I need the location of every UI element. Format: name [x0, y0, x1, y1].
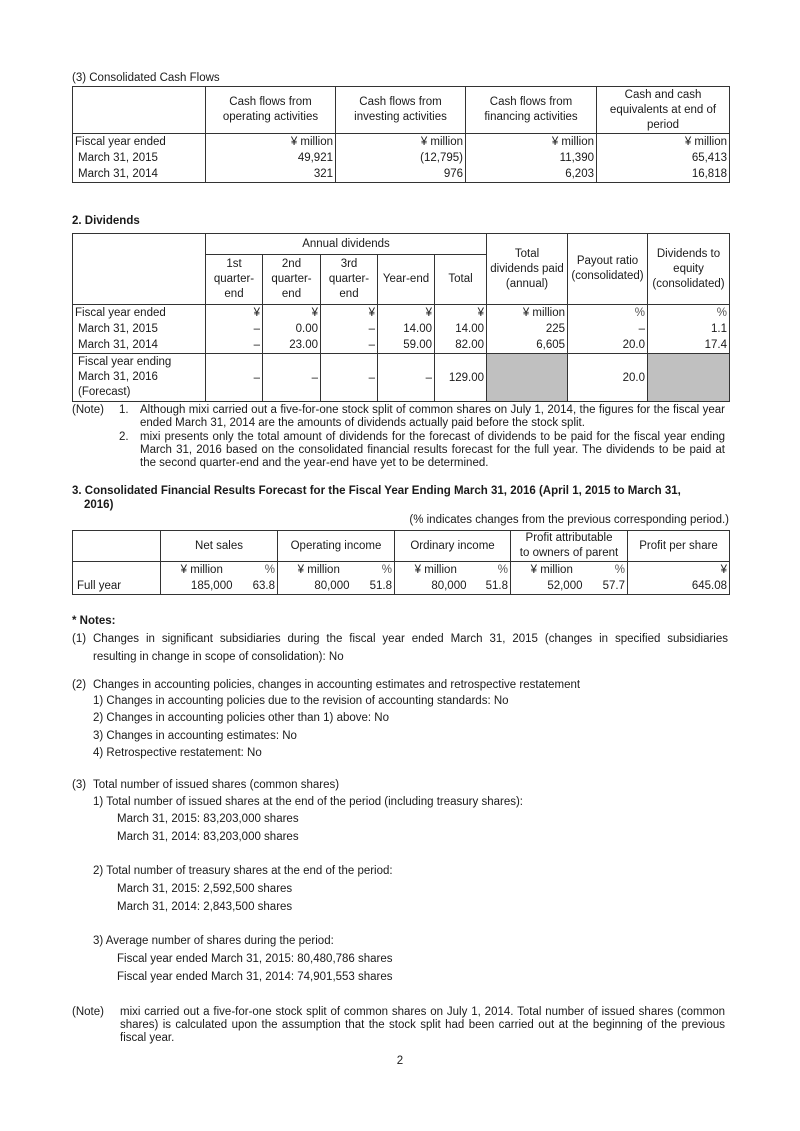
value-cell: 51.8	[477, 578, 511, 595]
value-cell: 20.0	[568, 337, 648, 354]
row-label: March 31, 2014	[73, 166, 206, 183]
value-cell: 14.00	[435, 321, 487, 337]
col-header-1st-quarter: 1st quarter- end	[206, 255, 263, 305]
col-header-3rd-quarter: 3rd quarter- end	[321, 255, 378, 305]
col-header-investing: Cash flows from investing activities	[336, 87, 466, 134]
note-text: Total number of issued shares (common shares)	[93, 779, 340, 791]
forecast-title-continued: 2016)	[84, 499, 114, 511]
value-cell: 1.1	[648, 321, 730, 337]
value-cell: 185,000	[161, 578, 243, 595]
row-label: March 31, 2015	[73, 150, 206, 166]
page-number: 2	[396, 1055, 404, 1067]
unit-cell: ¥ million	[511, 562, 593, 579]
share-count: Fiscal year ended March 31, 2015: 80,480,786 shares	[117, 953, 393, 965]
col-header-total: Total	[435, 255, 487, 305]
note-subitem: 3) Average number of shares during the period:	[93, 935, 334, 947]
unit-cell: ¥	[628, 562, 730, 579]
value-cell: 129.00	[435, 354, 487, 402]
unit-row	[73, 305, 730, 322]
unit-cell: %	[568, 305, 648, 322]
value-cell: 976	[336, 166, 466, 183]
value-cell: 645.08	[628, 578, 730, 595]
forecast-title: 3. Consolidated Financial Results Forecast for the Fiscal Year Ending March 31, 2016 (April 1, 2015 to March 31,	[72, 485, 681, 497]
note-number: (3)	[72, 779, 87, 791]
row-label: Fiscal year ended	[73, 134, 206, 151]
note-subitem: 2) Changes in accounting policies other than 1) above: No	[93, 712, 389, 724]
unit-cell: ¥ million	[597, 134, 730, 151]
shaded-cell	[648, 354, 730, 402]
row-label: March 31, 2015	[73, 321, 206, 337]
note-label: (Note)	[72, 1006, 104, 1018]
unit-row	[73, 562, 730, 579]
unit-cell: %	[360, 562, 395, 579]
share-count: Fiscal year ended March 31, 2014: 74,901,553 shares	[117, 971, 393, 983]
value-cell: (12,795)	[336, 150, 466, 166]
value-cell: 65,413	[597, 150, 730, 166]
table-row	[73, 578, 730, 595]
col-header-2nd-quarter: 2nd quarter- end	[263, 255, 321, 305]
note-number: (2)	[72, 679, 87, 691]
share-count: March 31, 2015: 2,592,500 shares	[117, 883, 293, 895]
col-header-payout-ratio: Payout ratio (consolidated)	[568, 234, 648, 305]
value-cell: 57.7	[593, 578, 628, 595]
value-cell: –	[378, 354, 435, 402]
value-cell: 63.8	[243, 578, 278, 595]
value-cell: 59.00	[378, 337, 435, 354]
value-cell: –	[206, 321, 263, 337]
row-label: March 31, 2014	[73, 337, 206, 354]
forecast-corner	[73, 531, 161, 562]
value-cell: –	[321, 321, 378, 337]
dividends-title: 2. Dividends	[72, 215, 140, 227]
col-header-operating: Cash flows from operating activities	[206, 87, 336, 134]
table-row	[73, 337, 730, 354]
row-label: Full year	[73, 578, 161, 595]
unit-cell: %	[593, 562, 628, 579]
value-cell: 20.0	[568, 354, 648, 402]
final-note	[72, 1006, 729, 1046]
row-label: Fiscal year ending March 31, 2016 (Forecast)	[73, 354, 206, 402]
cash-flows-table	[72, 86, 730, 183]
note-subitem: 4) Retrospective restatement: No	[93, 747, 262, 759]
col-header-profit-per-share: Profit per share	[628, 531, 730, 562]
cash-flows-title: (3) Consolidated Cash Flows	[72, 72, 220, 84]
unit-cell: ¥	[378, 305, 435, 322]
unit-cell: ¥ million	[395, 562, 477, 579]
dividends-notes	[72, 404, 729, 470]
forecast-table	[72, 530, 730, 595]
share-count: March 31, 2014: 83,203,000 shares	[117, 831, 299, 843]
col-header-net-sales: Net sales	[161, 531, 278, 562]
value-cell: 52,000	[511, 578, 593, 595]
unit-cell: ¥	[321, 305, 378, 322]
value-cell: –	[206, 354, 263, 402]
cash-flows-corner	[73, 87, 206, 134]
note-text: resulting in change in scope of consolidation): No	[93, 651, 344, 663]
value-cell: –	[321, 337, 378, 354]
col-header-operating-income: Operating income	[278, 531, 395, 562]
unit-cell: ¥	[263, 305, 321, 322]
col-header-profit-attributable: Profit attributable to owners of parent	[511, 531, 628, 562]
unit-cell: ¥ million	[206, 134, 336, 151]
col-header-ordinary-income: Ordinary income	[395, 531, 511, 562]
value-cell: –	[321, 354, 378, 402]
value-cell: 6,203	[466, 166, 597, 183]
value-cell: 23.00	[263, 337, 321, 354]
note-number: 2.	[119, 431, 129, 443]
value-cell: 17.4	[648, 337, 730, 354]
note-number: 1.	[119, 404, 129, 416]
value-cell: 82.00	[435, 337, 487, 354]
value-cell: 0.00	[263, 321, 321, 337]
value-cell: 16,818	[597, 166, 730, 183]
share-count: March 31, 2014: 2,843,500 shares	[117, 901, 293, 913]
annual-dividends-header: Annual dividends	[206, 234, 487, 255]
note-number: (1)	[72, 633, 87, 645]
value-cell: –	[263, 354, 321, 402]
note-subitem: 3) Changes in accounting estimates: No	[93, 730, 297, 742]
unit-cell: ¥ million	[466, 134, 597, 151]
row-label	[73, 562, 161, 579]
value-cell: –	[206, 337, 263, 354]
value-cell: 80,000	[278, 578, 360, 595]
dividends-corner	[73, 234, 206, 305]
col-header-year-end: Year-end	[378, 255, 435, 305]
unit-cell: ¥ million	[161, 562, 243, 579]
unit-cell: %	[648, 305, 730, 322]
note-text: mixi presents only the total amount of dividends for the forecast of dividends to be paid for the fiscal year ending March 31, 2016 based on the consolidated financial results forecast for the full year. The dividends to be paid at the second quarter-end and the year-end have yet to be determined.	[140, 431, 725, 469]
table-row	[73, 321, 730, 337]
note-subitem: 1) Changes in accounting policies due to the revision of accounting standards: No	[93, 695, 509, 707]
note-text: Although mixi carried out a five-for-one stock split of common shares on July 1, 2014, the figures for the fiscal year ended March 31, 2014 are the amounts of dividends actually paid before the stock split.	[140, 404, 725, 429]
forecast-row	[73, 354, 730, 402]
col-header-cash-equivalents: Cash and cash equivalents at end of period	[597, 87, 730, 134]
table-row	[73, 166, 730, 183]
value-cell: –	[568, 321, 648, 337]
note-text: Changes in significant subsidiaries during the fiscal year ended March 31, 2015 (changes in specified subsidiaries	[93, 633, 728, 645]
unit-cell: ¥	[435, 305, 487, 322]
value-cell: 321	[206, 166, 336, 183]
forecast-percent-note: (% indicates changes from the previous corresponding period.)	[409, 514, 729, 526]
unit-cell: ¥ million	[487, 305, 568, 322]
note-text: mixi carried out a five-for-one stock split of common shares on July 1, 2014. Total number of issued shares (common shares) is calculated upon the assumption that the stock split had been carried out at the beginning of the previous fiscal year.	[120, 1006, 725, 1044]
value-cell: 225	[487, 321, 568, 337]
table-row	[73, 150, 730, 166]
dividends-table	[72, 233, 730, 402]
value-cell: 14.00	[378, 321, 435, 337]
share-count: March 31, 2015: 83,203,000 shares	[117, 813, 299, 825]
row-label: Fiscal year ended	[73, 305, 206, 322]
col-header-financing: Cash flows from financing activities	[466, 87, 597, 134]
unit-cell: ¥	[206, 305, 263, 322]
col-header-total-dividends-paid: Total dividends paid (annual)	[487, 234, 568, 305]
unit-cell: %	[243, 562, 278, 579]
unit-cell: ¥ million	[336, 134, 466, 151]
note-label: (Note)	[72, 404, 104, 416]
unit-cell: ¥ million	[278, 562, 360, 579]
note-subitem: 1) Total number of issued shares at the end of the period (including treasury shares):	[93, 796, 523, 808]
unit-cell: %	[477, 562, 511, 579]
unit-row	[73, 134, 730, 151]
value-cell: 6,605	[487, 337, 568, 354]
value-cell: 80,000	[395, 578, 477, 595]
note-text: Changes in accounting policies, changes in accounting estimates and retrospective restatement	[93, 679, 581, 691]
col-header-dividends-to-equity: Dividends to equity (consolidated)	[648, 234, 730, 305]
value-cell: 49,921	[206, 150, 336, 166]
value-cell: 51.8	[360, 578, 395, 595]
shaded-cell	[487, 354, 568, 402]
notes-title: * Notes:	[72, 615, 116, 627]
note-subitem: 2) Total number of treasury shares at the end of the period:	[93, 865, 393, 877]
value-cell: 11,390	[466, 150, 597, 166]
